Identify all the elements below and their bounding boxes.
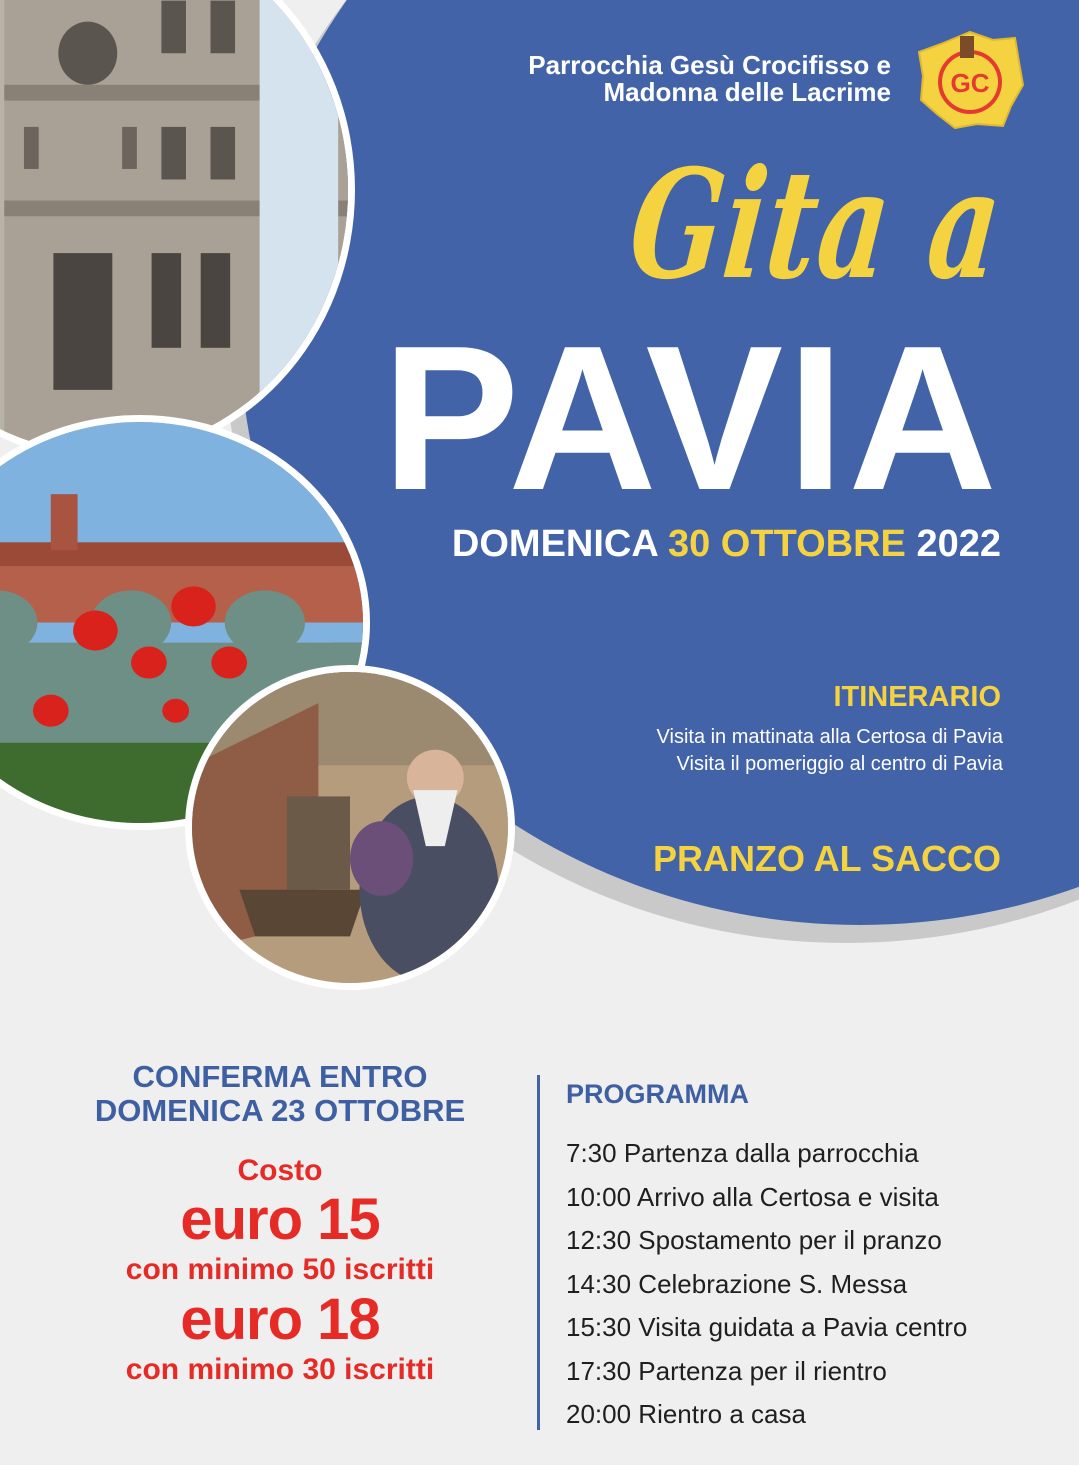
program-item: 20:00 Rientro a casa bbox=[566, 1399, 806, 1429]
event-date bbox=[452, 522, 1001, 566]
confirm-cost-section bbox=[30, 1060, 530, 1388]
parish-name-line2: Madonna delle Lacrime bbox=[603, 77, 891, 107]
title-script: Gita a bbox=[622, 137, 1011, 313]
program-item: 17:30 Partenza per il rientro bbox=[566, 1355, 887, 1386]
program-item: 14:30 Celebrazione S. Messa bbox=[566, 1268, 908, 1299]
cost-label: Costo bbox=[237, 1154, 323, 1187]
itinerary-line: Visita in mattinata alla Certosa di Pavia bbox=[656, 726, 1003, 748]
painting-saint-photo bbox=[185, 665, 515, 990]
cost-price: euro 15 bbox=[180, 1187, 380, 1252]
parish-name-line1: Parrocchia Gesù Crocifisso e bbox=[528, 50, 891, 80]
itinerary-heading: ITINERARIO bbox=[833, 681, 1001, 713]
program-item: 15:30 Visita guidata a Pavia centro bbox=[566, 1312, 968, 1342]
program-heading: PROGRAMMA bbox=[566, 1079, 749, 1109]
confirm-line2: DOMENICA 23 OTTOBRE bbox=[94, 1093, 466, 1128]
logo-text: GC bbox=[950, 68, 990, 98]
parish-name bbox=[528, 52, 891, 106]
title-main: PAVIA bbox=[382, 303, 1001, 533]
date-weekday: DOMENICA bbox=[451, 523, 658, 565]
date-year: 2022 bbox=[916, 523, 1001, 565]
program-item: 7:30 Partenza dalla parrocchia bbox=[566, 1138, 919, 1168]
confirm-line1: CONFERMA ENTRO bbox=[132, 1059, 428, 1094]
column-divider bbox=[537, 1075, 540, 1430]
program-item: 12:30 Spostamento per il pranzo bbox=[566, 1225, 942, 1255]
lunch-note: PRANZO AL SACCO bbox=[652, 838, 1001, 879]
date-day-month: 30 OTTOBRE bbox=[667, 523, 906, 565]
cost-condition: con minimo 50 iscritti bbox=[125, 1253, 435, 1286]
program-item: 10:00 Arrivo alla Certosa e visita bbox=[566, 1181, 939, 1212]
cost-price: euro 18 bbox=[180, 1287, 380, 1352]
itinerary-lines bbox=[657, 724, 1003, 778]
cost-condition: con minimo 30 iscritti bbox=[125, 1353, 435, 1386]
itinerary-line: Visita il pomeriggio al centro di Pavia bbox=[676, 753, 1003, 775]
program-list bbox=[566, 1132, 967, 1437]
parish-logo bbox=[915, 30, 1025, 130]
